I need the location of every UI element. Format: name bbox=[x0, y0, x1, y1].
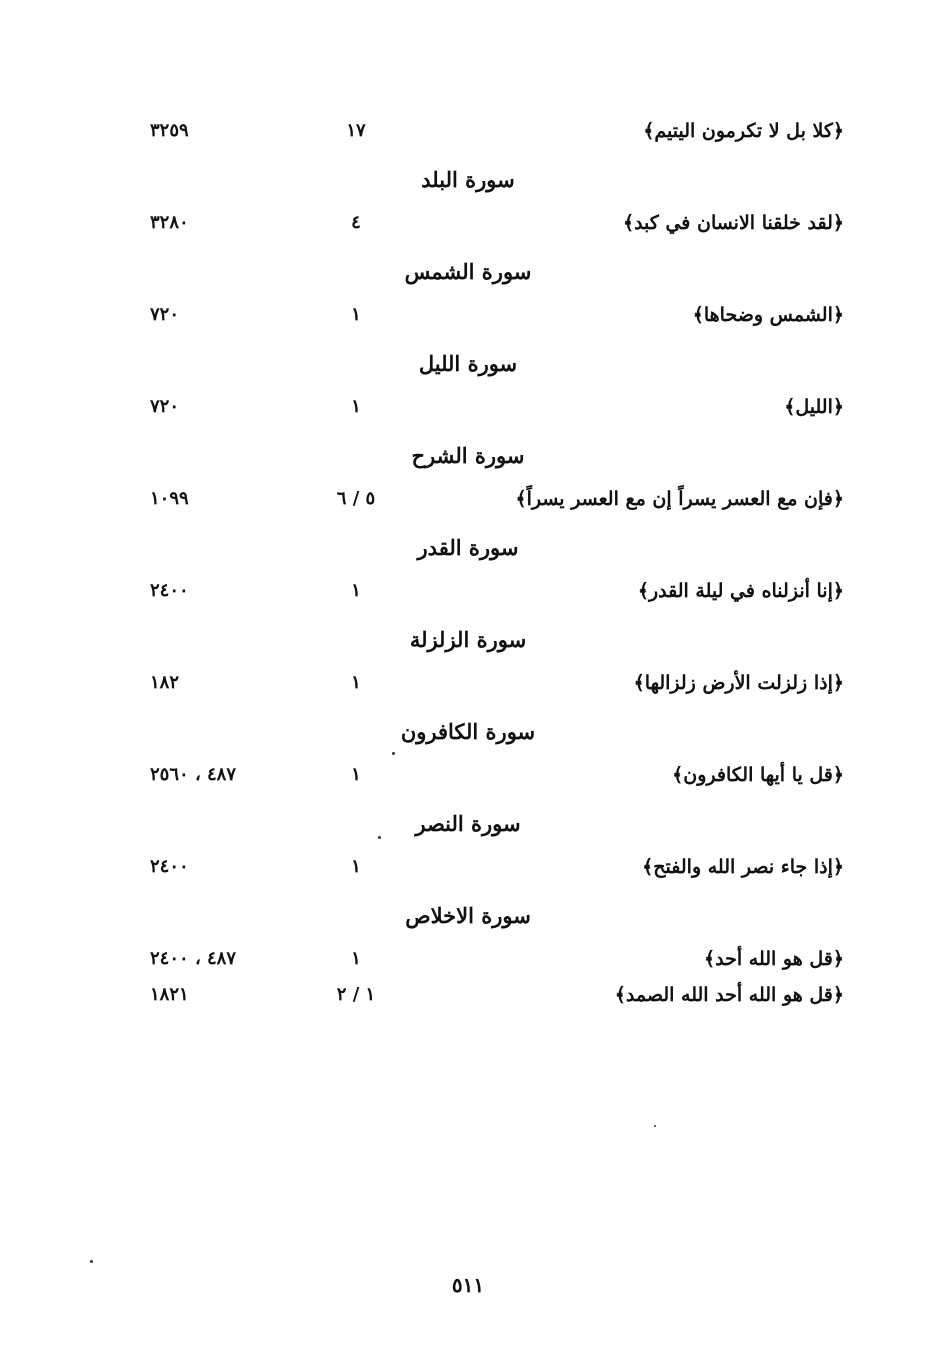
hadith-number: ٤٨٧ ، ٢٤٠٠ bbox=[150, 948, 237, 969]
index-entry bbox=[0, 484, 936, 514]
index-entry bbox=[0, 852, 936, 882]
index-entry bbox=[0, 392, 936, 422]
verse-text: ﴿إذا جاء نصر الله والفتح﴾ bbox=[642, 856, 844, 878]
ayah-number: ١ bbox=[351, 396, 361, 417]
hadith-number: ١٨٢١ bbox=[150, 984, 189, 1005]
ayah-number: ٥ / ٦ bbox=[336, 488, 376, 509]
surah-heading: سورة الليل bbox=[418, 351, 518, 376]
index-entry bbox=[0, 668, 936, 698]
hadith-number: ٢٤٠٠ bbox=[150, 580, 189, 601]
hadith-number: ٣٢٥٩ bbox=[150, 120, 189, 141]
surah-heading: سورة النصر bbox=[415, 811, 521, 836]
verse-text: ﴿قل هو الله أحد﴾ bbox=[704, 948, 844, 970]
surah-heading: سورة القدر bbox=[417, 535, 519, 560]
verse-text: ﴿إذا زلزلت الأرض زلزالها﴾ bbox=[633, 672, 844, 694]
index-entry bbox=[0, 944, 936, 974]
verse-text: ﴿فإن مع العسر يسراً إن مع العسر يسراً﴾ bbox=[515, 488, 844, 510]
verse-text: ﴿كلا بل لا تكرمون اليتيم﴾ bbox=[643, 120, 844, 142]
index-entry bbox=[0, 760, 936, 790]
hadith-number: ٣٢٨٠ bbox=[150, 212, 189, 233]
surah-heading: سورة الكافرون bbox=[400, 719, 536, 744]
ayah-number: ١ bbox=[351, 764, 361, 785]
ayah-number: ١ bbox=[351, 672, 361, 693]
hadith-number: ٤٨٧ ، ٢٥٦٠ bbox=[150, 764, 237, 785]
verse-text: ﴿الليل﴾ bbox=[784, 396, 844, 418]
index-entry bbox=[0, 116, 936, 146]
hadith-number: ٧٢٠ bbox=[150, 304, 180, 325]
hadith-number: ١٨٢ bbox=[150, 672, 180, 693]
index-entry bbox=[0, 576, 936, 606]
scan-speck bbox=[378, 836, 381, 839]
ayah-number: ١ bbox=[351, 948, 361, 969]
ayah-number: ١٧ bbox=[346, 120, 366, 141]
verse-text: ﴿إنا أنزلناه في ليلة القدر﴾ bbox=[637, 580, 844, 602]
surah-heading: سورة الشرح bbox=[411, 443, 525, 468]
verse-text: ﴿الشمس وضحاها﴾ bbox=[692, 304, 844, 326]
surah-heading: سورة الشمس bbox=[404, 259, 532, 284]
verse-text: ﴿قل هو الله أحد الله الصمد﴾ bbox=[614, 984, 844, 1006]
hadith-number: ٢٤٠٠ bbox=[150, 856, 189, 877]
verse-text: ﴿قل يا أيها الكافرون﴾ bbox=[672, 764, 844, 786]
ayah-number: ١ / ٢ bbox=[336, 984, 376, 1005]
surah-heading: سورة البلد bbox=[421, 167, 515, 192]
verse-text: ﴿لقد خلقنا الانسان في كبد﴾ bbox=[622, 212, 844, 234]
hadith-number: ١٠٩٩ bbox=[150, 488, 189, 509]
hadith-number: ٧٢٠ bbox=[150, 396, 180, 417]
index-entry bbox=[0, 300, 936, 330]
page-number: ٥١١ bbox=[451, 1273, 485, 1297]
scan-speck bbox=[654, 1125, 656, 1127]
ayah-number: ٤ bbox=[351, 212, 361, 233]
surah-heading: سورة الاخلاص bbox=[405, 903, 531, 928]
ayah-number: ١ bbox=[351, 580, 361, 601]
ayah-number: ١ bbox=[351, 304, 361, 325]
scan-speck bbox=[392, 752, 395, 755]
index-entry bbox=[0, 980, 936, 1010]
ayah-number: ١ bbox=[351, 856, 361, 877]
index-entry bbox=[0, 208, 936, 238]
surah-heading: سورة الزلزلة bbox=[409, 627, 527, 652]
scan-speck bbox=[90, 1260, 93, 1263]
